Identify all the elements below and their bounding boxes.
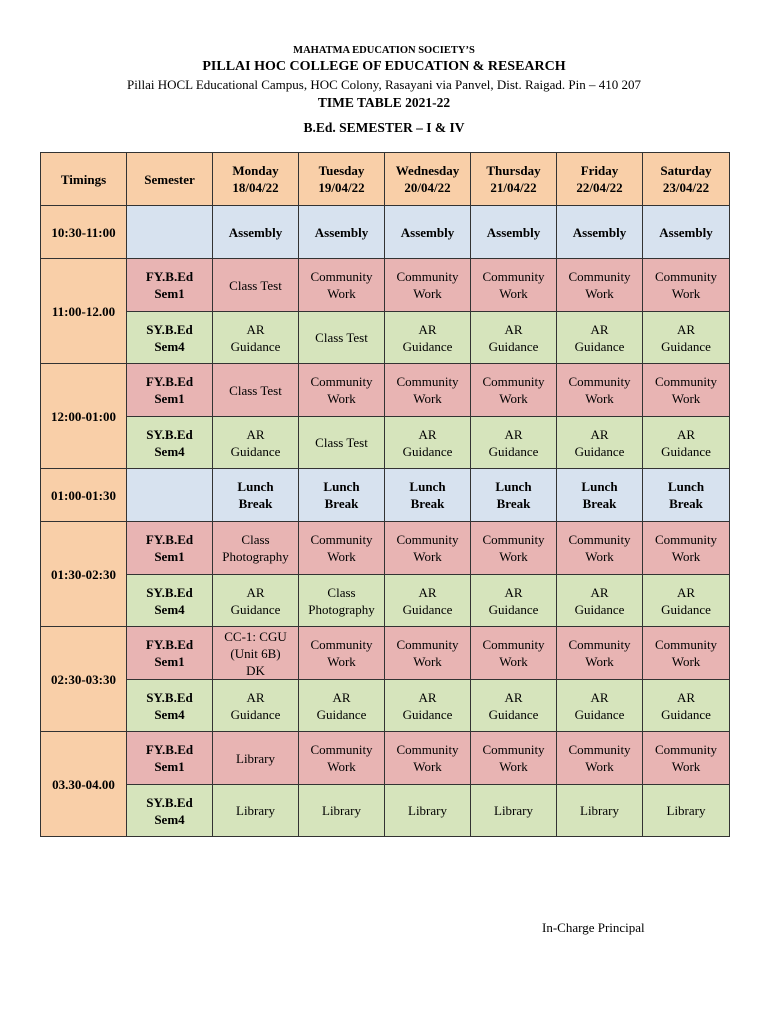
day-name: Thursday <box>486 163 541 178</box>
cell-line: Break <box>496 496 531 511</box>
cell-line: Guidance <box>230 601 281 617</box>
cell-line: Community <box>396 269 459 284</box>
cell-line: Sem1 <box>154 759 185 774</box>
activity-cell <box>213 785 299 837</box>
cell-line: Assembly <box>659 224 713 240</box>
cell-line: AR <box>676 426 696 442</box>
activity-cell <box>643 206 730 259</box>
cell-line: Guidance <box>230 443 281 459</box>
cell-line: Community <box>396 532 459 547</box>
day-header-tuesday <box>299 153 385 206</box>
table-row <box>41 522 730 575</box>
cell-line: Sem4 <box>154 811 185 827</box>
cell-line: Sem4 <box>154 601 185 617</box>
cell-line: SY.B.Ed <box>146 794 193 810</box>
activity-cell <box>299 364 385 417</box>
cell-line: Library <box>236 750 275 766</box>
activity-cell <box>385 206 471 259</box>
cell-line: DK <box>246 662 265 678</box>
timing-cell: 02:30-03:30 <box>41 627 127 732</box>
cell-line: Guidance <box>574 338 625 354</box>
timing-cell: 11:00-12.00 <box>41 259 127 364</box>
day-date: 18/04/22 <box>232 180 279 195</box>
timing-cell: 01:00-01:30 <box>41 469 127 522</box>
activity-cell <box>471 364 557 417</box>
activity-cell <box>299 575 385 627</box>
cell-line: AR <box>418 426 437 442</box>
table-row <box>41 364 730 417</box>
activity-cell <box>299 680 385 732</box>
cell-line: Community <box>310 269 373 284</box>
cell-line: Sem4 <box>154 338 185 354</box>
activity-cell <box>213 732 299 785</box>
cell-line: Work <box>585 286 614 301</box>
activity-cell <box>299 627 385 680</box>
cell-line: AR <box>246 321 265 337</box>
activity-cell <box>557 575 643 627</box>
cell-line: Lunch <box>667 479 705 494</box>
activity-cell <box>385 364 471 417</box>
cell-line: Work <box>499 654 528 669</box>
semester-cell <box>127 732 213 785</box>
cell-line: Work <box>327 391 356 406</box>
cell-line: Lunch <box>495 479 532 494</box>
document-header <box>0 44 768 136</box>
cell-line: SY.B.Ed <box>146 321 193 337</box>
cell-line: Work <box>671 391 701 406</box>
activity-cell <box>643 785 730 837</box>
cell-line: AR <box>590 426 609 442</box>
activity-cell <box>643 732 730 785</box>
activity-cell <box>299 522 385 575</box>
activity-cell <box>213 364 299 417</box>
cell-line: Guidance <box>402 706 453 722</box>
timing-cell: 01:30-02:30 <box>41 522 127 627</box>
semester-cell <box>127 469 213 522</box>
cell-line: Community <box>310 742 373 757</box>
activity-cell <box>557 364 643 417</box>
day-header-saturday <box>643 153 730 206</box>
day-name: Saturday <box>660 163 712 178</box>
cell-line: Assembly <box>228 224 283 240</box>
cell-line: Guidance <box>488 706 539 722</box>
cell-line: Work <box>413 759 442 774</box>
cell-line: Work <box>499 286 528 301</box>
cell-line: Community <box>654 637 718 652</box>
cell-line: Assembly <box>572 224 627 240</box>
cell-line: Guidance <box>661 338 711 354</box>
cell-line: Work <box>671 286 701 301</box>
activity-cell <box>299 259 385 312</box>
cell-line: AR <box>418 321 437 337</box>
cell-line: SY.B.Ed <box>146 584 193 600</box>
activity-cell <box>471 469 557 522</box>
cell-line: Community <box>568 374 631 389</box>
cell-line: AR <box>676 321 696 337</box>
semester-title: B.Ed. SEMESTER – I & IV <box>303 120 465 135</box>
cell-line: Library <box>236 803 275 818</box>
cell-line: Lunch <box>237 479 274 494</box>
cell-line: Community <box>654 269 718 284</box>
cell-line: Assembly <box>486 224 541 240</box>
activity-cell <box>385 417 471 469</box>
day-date: 23/04/22 <box>662 180 710 195</box>
cell-line: Library <box>494 803 533 818</box>
society-name: MAHATMA EDUCATION SOCIETY’S <box>293 45 475 56</box>
cell-line: Break <box>669 496 703 511</box>
timetable-title: TIME TABLE 2021-22 <box>317 95 451 110</box>
college-address: Pillai HOCL Educational Campus, HOC Colony, Rasayani via Panvel, Dist. Raigad. Pin – 410 207 <box>127 77 641 92</box>
header-row <box>41 153 730 206</box>
cell-line: AR <box>418 689 437 705</box>
cell-line: AR <box>418 584 437 600</box>
day-date: 22/04/22 <box>576 180 623 195</box>
semester-cell <box>127 522 213 575</box>
activity-cell <box>213 627 299 680</box>
cell-line: Guidance <box>488 443 539 459</box>
cell-line: Guidance <box>402 338 453 354</box>
cell-line: Community <box>568 532 631 547</box>
activity-cell <box>557 680 643 732</box>
activity-cell <box>385 575 471 627</box>
cell-line: Sem4 <box>154 706 185 722</box>
cell-line: AR <box>246 689 265 705</box>
activity-cell <box>385 680 471 732</box>
cell-line: Work <box>327 286 356 301</box>
cell-line: AR <box>590 321 609 337</box>
cell-line: FY.B.Ed <box>145 374 194 389</box>
day-name: Tuesday <box>318 163 365 178</box>
cell-line: Assembly <box>400 224 455 240</box>
table-row <box>41 417 730 469</box>
cell-line: Community <box>568 269 631 284</box>
activity-cell <box>299 206 385 259</box>
cell-line: Guidance <box>402 443 453 459</box>
cell-line: Class <box>327 584 356 600</box>
day-header-wednesday <box>385 153 471 206</box>
cell-line: AR <box>676 689 696 705</box>
cell-line: Break <box>324 496 359 511</box>
cell-line: Community <box>482 374 545 389</box>
cell-line: Work <box>413 286 442 301</box>
table-row <box>41 469 730 522</box>
semester-cell <box>127 627 213 680</box>
cell-line: AR <box>504 426 523 442</box>
cell-line: Library <box>322 803 361 818</box>
day-date: 21/04/22 <box>490 180 537 195</box>
activity-cell <box>385 312 471 364</box>
cell-line: Sem1 <box>154 654 185 669</box>
day-date: 19/04/22 <box>318 180 365 195</box>
table-row <box>41 575 730 627</box>
activity-cell <box>643 364 730 417</box>
cell-line: AR <box>504 689 523 705</box>
activity-cell <box>385 732 471 785</box>
day-header-thursday <box>471 153 557 206</box>
semester-cell <box>127 785 213 837</box>
cell-line: FY.B.Ed <box>145 637 194 652</box>
cell-line: Sem1 <box>154 286 185 301</box>
college-name: PILLAI HOC COLLEGE OF EDUCATION & RESEARCH <box>202 59 566 74</box>
activity-cell <box>643 575 730 627</box>
semester-cell <box>127 259 213 312</box>
cell-line: Community <box>654 742 718 757</box>
activity-cell <box>557 469 643 522</box>
cell-line: Photography <box>222 549 289 564</box>
activity-cell <box>213 417 299 469</box>
activity-cell <box>471 627 557 680</box>
activity-cell <box>471 732 557 785</box>
cell-line: Guidance <box>574 706 625 722</box>
cell-line: Class Test <box>315 330 368 345</box>
cell-line: Work <box>671 654 701 669</box>
cell-line: Work <box>413 654 442 669</box>
activity-cell <box>557 417 643 469</box>
cell-line: Break <box>238 496 273 511</box>
activity-cell <box>385 627 471 680</box>
activity-cell <box>557 627 643 680</box>
cell-line: Work <box>671 759 701 774</box>
cell-line: Work <box>585 759 614 774</box>
day-date: 20/04/22 <box>404 180 451 195</box>
cell-line: AR <box>676 584 696 600</box>
activity-cell <box>471 680 557 732</box>
cell-line: Work <box>499 759 528 774</box>
activity-cell <box>385 785 471 837</box>
timings-header: Timings <box>41 153 127 206</box>
activity-cell <box>385 522 471 575</box>
day-header-friday <box>557 153 643 206</box>
cell-line: Break <box>582 496 617 511</box>
cell-line: Community <box>568 742 631 757</box>
activity-cell <box>213 259 299 312</box>
cell-line: Community <box>654 532 718 547</box>
cell-line: Community <box>654 374 718 389</box>
cell-line: Lunch <box>409 479 446 494</box>
cell-line: Community <box>396 374 459 389</box>
cell-line: AR <box>590 584 609 600</box>
cell-line: Sem4 <box>154 443 185 459</box>
cell-line: Work <box>413 391 442 406</box>
activity-cell <box>643 522 730 575</box>
table-row <box>41 732 730 785</box>
cell-line: Class <box>241 532 270 547</box>
activity-cell <box>471 785 557 837</box>
activity-cell <box>213 575 299 627</box>
activity-cell <box>213 312 299 364</box>
activity-cell <box>471 312 557 364</box>
cell-line: AR <box>590 689 609 705</box>
cell-line: Community <box>568 637 631 652</box>
cell-line: Guidance <box>402 601 453 617</box>
cell-line: Guidance <box>574 443 625 459</box>
timing-cell: 03.30-04.00 <box>41 732 127 837</box>
cell-line: AR <box>504 321 523 337</box>
activity-cell <box>557 522 643 575</box>
activity-cell <box>385 259 471 312</box>
cell-line: Community <box>482 637 545 652</box>
activity-cell <box>643 680 730 732</box>
cell-line: Guidance <box>316 706 367 722</box>
cell-line: Work <box>327 759 356 774</box>
cell-line: Community <box>482 742 545 757</box>
cell-line: Class Test <box>229 277 282 293</box>
activity-cell <box>471 575 557 627</box>
cell-line: Sem1 <box>154 549 185 564</box>
activity-cell <box>471 206 557 259</box>
activity-cell <box>299 469 385 522</box>
activity-cell <box>557 312 643 364</box>
cell-line: Work <box>413 549 442 564</box>
activity-cell <box>471 417 557 469</box>
activity-cell <box>643 312 730 364</box>
activity-cell <box>557 259 643 312</box>
activity-cell <box>557 732 643 785</box>
cell-line: AR <box>332 689 351 705</box>
cell-line: Work <box>585 391 614 406</box>
semester-cell <box>127 680 213 732</box>
cell-line: Guidance <box>488 601 539 617</box>
activity-cell <box>643 627 730 680</box>
cell-line: Community <box>310 532 373 547</box>
table-row <box>41 206 730 259</box>
cell-line: CC-1: CGU <box>224 628 287 644</box>
cell-line: Class Test <box>315 435 368 450</box>
cell-line: Community <box>396 742 459 757</box>
cell-line: Work <box>585 654 614 669</box>
semester-cell <box>127 312 213 364</box>
cell-line: AR <box>504 584 523 600</box>
activity-cell <box>471 259 557 312</box>
cell-line: FY.B.Ed <box>145 742 194 757</box>
cell-line: Guidance <box>661 601 711 617</box>
cell-line: Community <box>310 637 373 652</box>
cell-line: SY.B.Ed <box>146 426 193 442</box>
activity-cell <box>299 312 385 364</box>
cell-line: SY.B.Ed <box>146 689 193 705</box>
cell-line: Work <box>499 391 528 406</box>
cell-line: Library <box>666 803 706 818</box>
timetable <box>40 152 730 837</box>
table-row <box>41 259 730 312</box>
day-name: Friday <box>580 163 619 178</box>
cell-line: Guidance <box>574 601 625 617</box>
table-row <box>41 627 730 680</box>
cell-line: Work <box>585 549 614 564</box>
semester-header: Semester <box>127 153 213 206</box>
activity-cell <box>299 417 385 469</box>
cell-line: Community <box>310 374 373 389</box>
cell-line: Library <box>580 803 619 818</box>
cell-line: Break <box>410 496 445 511</box>
cell-line: Work <box>327 549 356 564</box>
cell-line: Lunch <box>323 479 360 494</box>
cell-line: Work <box>671 549 701 564</box>
activity-cell <box>299 785 385 837</box>
activity-cell <box>213 469 299 522</box>
cell-line: Photography <box>308 601 375 617</box>
cell-line: FY.B.Ed <box>145 532 194 547</box>
cell-line: (Unit 6B) <box>230 645 281 661</box>
cell-line: Class Test <box>229 382 282 398</box>
cell-line: Library <box>408 803 447 818</box>
table-row <box>41 680 730 732</box>
timing-cell: 10:30-11:00 <box>41 206 127 259</box>
cell-line: Guidance <box>488 338 539 354</box>
activity-cell <box>643 259 730 312</box>
timetable-body <box>41 206 730 837</box>
cell-line: Lunch <box>581 479 618 494</box>
cell-line: Guidance <box>230 706 281 722</box>
activity-cell <box>557 785 643 837</box>
semester-cell <box>127 206 213 259</box>
activity-cell <box>213 206 299 259</box>
cell-line: Sem1 <box>154 391 185 406</box>
semester-cell <box>127 575 213 627</box>
cell-line: Assembly <box>314 224 369 240</box>
cell-line: AR <box>246 584 265 600</box>
day-header-monday <box>213 153 299 206</box>
table-row <box>41 312 730 364</box>
semester-cell <box>127 364 213 417</box>
cell-line: Guidance <box>661 443 711 459</box>
activity-cell <box>385 469 471 522</box>
cell-line: Work <box>499 549 528 564</box>
activity-cell <box>643 417 730 469</box>
cell-line: Guidance <box>230 338 281 354</box>
cell-line: FY.B.Ed <box>145 269 194 284</box>
signature-label: In-Charge Principal <box>542 920 645 935</box>
activity-cell <box>213 680 299 732</box>
timing-cell: 12:00-01:00 <box>41 364 127 469</box>
activity-cell <box>299 732 385 785</box>
activity-cell <box>471 522 557 575</box>
cell-line: AR <box>246 426 265 442</box>
day-name: Monday <box>232 163 279 178</box>
activity-cell <box>643 469 730 522</box>
table-row <box>41 785 730 837</box>
cell-line: Community <box>482 532 545 547</box>
semester-cell <box>127 417 213 469</box>
activity-cell <box>213 522 299 575</box>
cell-line: Community <box>396 637 459 652</box>
cell-line: Guidance <box>661 706 711 722</box>
cell-line: Community <box>482 269 545 284</box>
cell-line: Work <box>327 654 356 669</box>
day-name: Wednesday <box>395 163 460 178</box>
activity-cell <box>557 206 643 259</box>
